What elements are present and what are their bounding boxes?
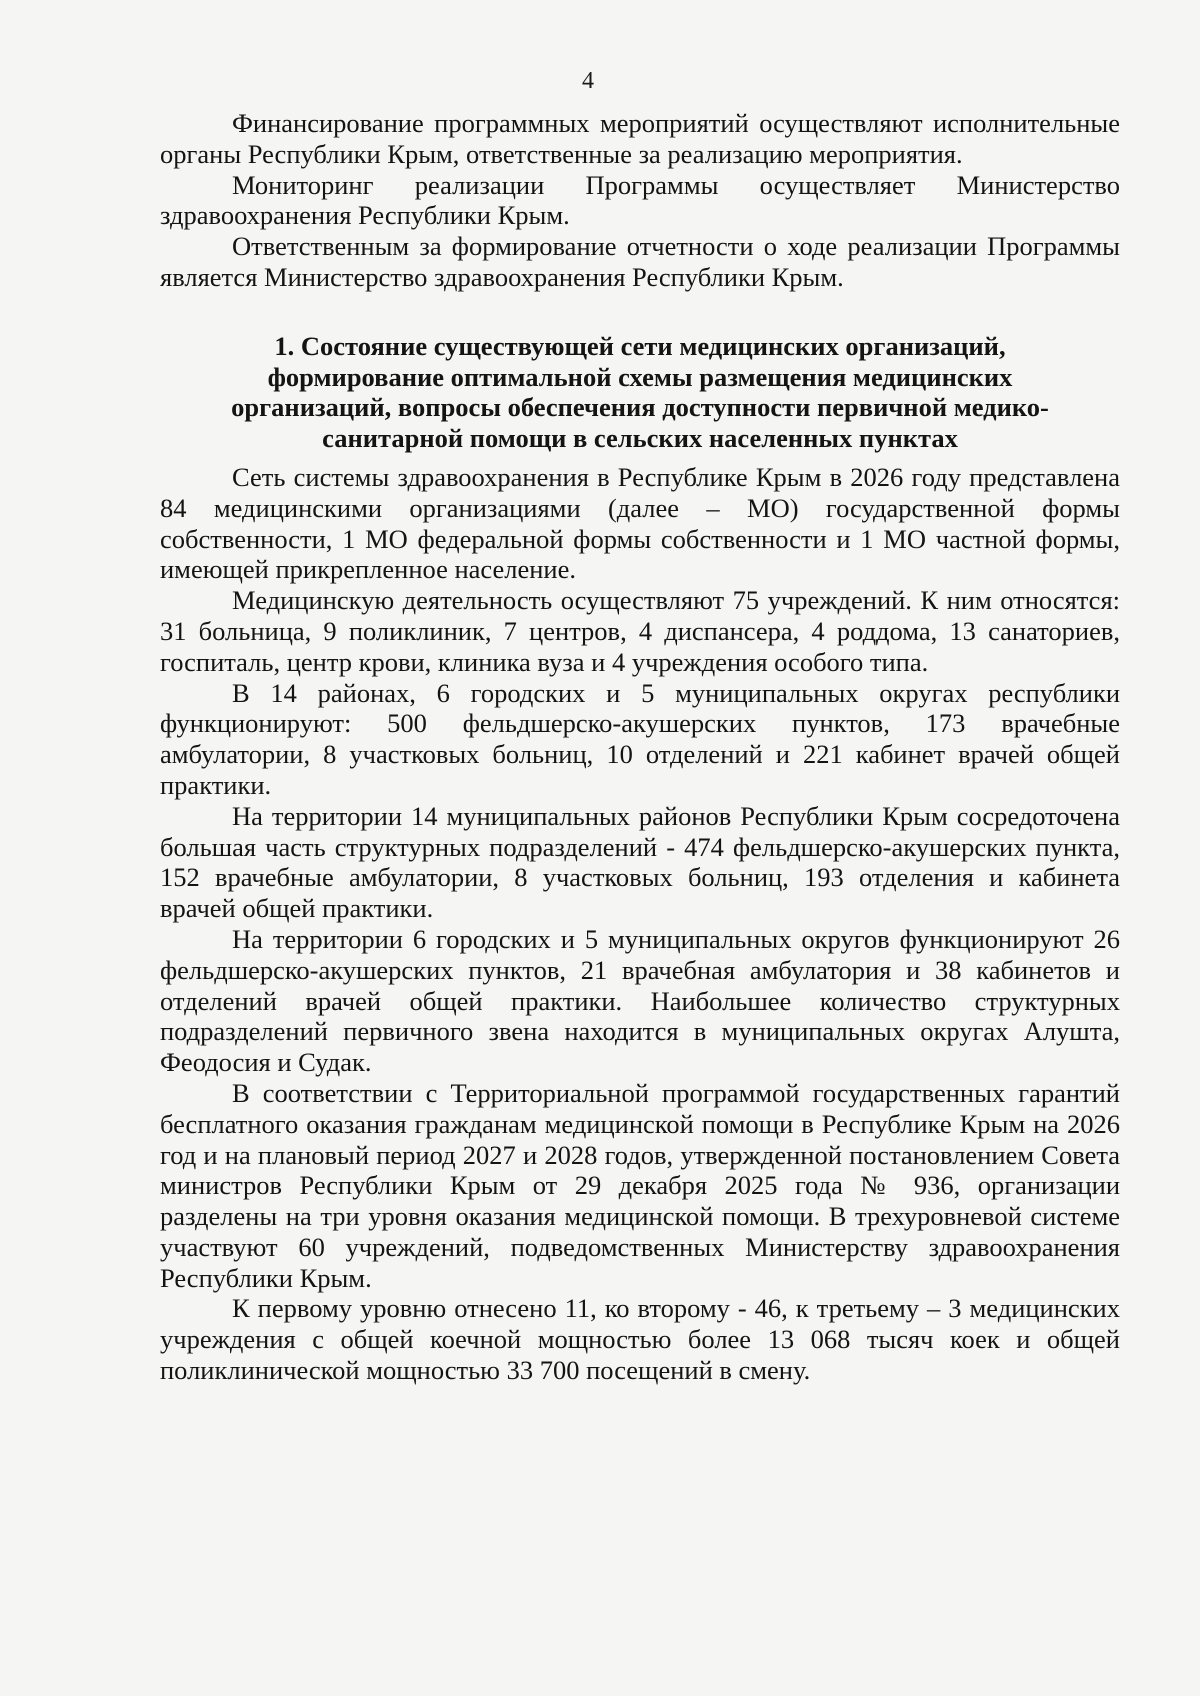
section-heading-line: 1. Состояние существующей сети медицинских организаций, [274,330,1006,361]
intro-paragraph: Финансирование программных мероприятий осуществляют исполнительные органы Республики Крым, ответственные за реализацию мероприятия. [160,108,1120,169]
section-heading-line: организаций, вопросы обеспечения доступности первичной медико- [231,392,1049,423]
section-heading-line: санитарной помощи в сельских населенных пунктах [322,423,958,454]
section-paragraph: В соответствии с Территориальной программой государственных гарантий бесплатного оказания гражданам медицинской помощи в Республике Крым на 2026 год и на плановый период 2027 и 2028 годов, утвержденной постановлением Совета министров Республики Крым от 29 декабря 2025 года № 936, организации разделены на три уровня оказания медицинской помощи. В трехуровневой системе участвуют 60 учреждений, подведомственных Министерству здравоохранения Республики Крым. [160,1077,1120,1293]
section-paragraph: На территории 6 городских и 5 муниципальных округов функционируют 26 фельдшерско-акушерских пунктов, 21 врачебная амбулатория и 38 кабинетов и отделений врачей общей практики. Наибольшее количество структурных подразделений первичного звена находится в муниципальных округах Алушта, Феодосия и Судак. [160,923,1120,1078]
section-heading-line: формирование оптимальной схемы размещения медицинских [267,361,1013,392]
page-number: 4 [582,68,594,94]
section-paragraph: Сеть системы здравоохранения в Республике Крым в 2026 году представлена 84 медицинскими организациями (далее – МО) государственной формы собственности, 1 МО федеральной формы собственности и 1 МО частной формы, имеющей прикрепленное население. [160,461,1120,585]
section-paragraph: На территории 14 муниципальных районов Республики Крым сосредоточена большая часть структурных подразделений - 474 фельдшерско-акушерских пункта, 152 врачебные амбулатории, 8 участковых больниц, 193 отделения и кабинета врачей общей практики. [160,800,1120,924]
section-paragraph: К первому уровню отнесено 11, ко второму - 46, к третьему – 3 медицинских учреждения с общей коечной мощностью более 13 068 тысяч коек и общей поликлинической мощностью 33 700 посещений в смену. [160,1293,1120,1386]
intro-paragraph: Ответственным за формирование отчетности о ходе реализации Программы является Министерство здравоохранения Республики Крым. [160,231,1120,292]
intro-paragraph: Мониторинг реализации Программы осуществляет Министерство здравоохранения Республики Крым. [160,169,1120,231]
document-body [160,108,1120,1386]
section-heading [160,331,1120,454]
section-paragraph: Медицинскую деятельность осуществляют 75 учреждений. К ним относятся: 31 больница, 9 поликлиник, 7 центров, 4 диспансера, 4 роддома, 13 санаториев, госпиталь, центр крови, клиника вуза и 4 учреждения особого типа. [160,585,1120,677]
section-paragraph: В 14 районах, 6 городских и 5 муниципальных округах республики функционируют: 500 фельдшерско-акушерских пунктов, 173 врачебные амбулатории, 8 участковых больниц, 10 отделений и 221 кабинет врачей общей практики. [160,677,1120,800]
